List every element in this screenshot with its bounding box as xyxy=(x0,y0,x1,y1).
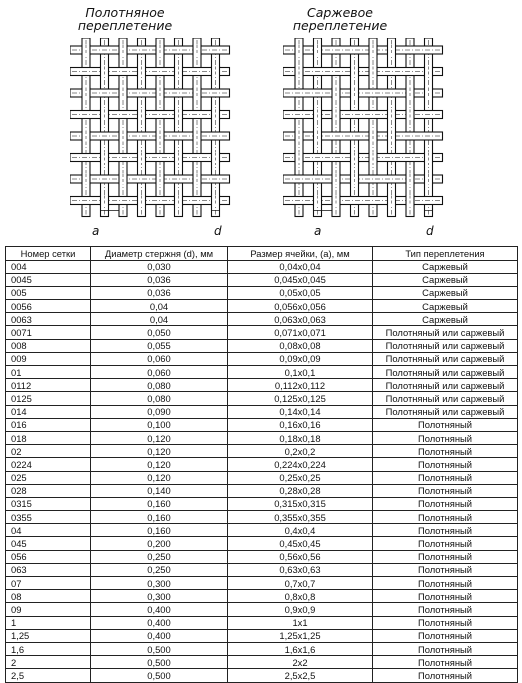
cell-weave-type: Саржевый xyxy=(373,300,518,313)
table-row xyxy=(6,431,518,444)
table-row xyxy=(6,550,518,563)
cell-wire-diameter: 0,400 xyxy=(91,629,228,642)
cell-weave-type: Полотняный xyxy=(373,431,518,444)
cell-mesh-number: 0112 xyxy=(6,379,91,392)
cell-weave-type: Полотняный xyxy=(373,642,518,655)
table-body xyxy=(6,260,518,682)
header-wire-diameter: Диаметр стержня (d), мм xyxy=(91,247,228,261)
cell-wire-diameter: 0,120 xyxy=(91,431,228,444)
table-row xyxy=(6,352,518,365)
cell-wire-diameter: 0,060 xyxy=(91,352,228,365)
twill-dim-d-label: d xyxy=(426,224,434,238)
cell-cell-size: 2,5x2,5 xyxy=(228,669,373,682)
cell-cell-size: 0,9x0,9 xyxy=(228,603,373,616)
cell-wire-diameter: 0,250 xyxy=(91,563,228,576)
cell-cell-size: 0,14x0,14 xyxy=(228,405,373,418)
cell-wire-diameter: 0,120 xyxy=(91,445,228,458)
cell-wire-diameter: 0,500 xyxy=(91,656,228,669)
cell-wire-diameter: 0,036 xyxy=(91,273,228,286)
table-row xyxy=(6,445,518,458)
cell-wire-diameter: 0,160 xyxy=(91,524,228,537)
cell-wire-diameter: 0,090 xyxy=(91,405,228,418)
twill-weave-title-line1: Саржевое xyxy=(307,5,373,20)
table-row xyxy=(6,590,518,603)
plain-weave-title xyxy=(70,6,180,32)
table-row xyxy=(6,339,518,352)
cell-mesh-number: 01 xyxy=(6,366,91,379)
cell-weave-type: Полотняный xyxy=(373,524,518,537)
cell-mesh-number: 014 xyxy=(6,405,91,418)
cell-wire-diameter: 0,400 xyxy=(91,603,228,616)
cell-cell-size: 0,8x0,8 xyxy=(228,590,373,603)
table-row xyxy=(6,471,518,484)
cell-weave-type: Полотняный xyxy=(373,629,518,642)
cell-weave-type: Полотняный xyxy=(373,656,518,669)
cell-weave-type: Полотняный xyxy=(373,616,518,629)
cell-cell-size: 0,1x0,1 xyxy=(228,366,373,379)
cell-weave-type: Полотняный xyxy=(373,458,518,471)
cell-weave-type: Саржевый xyxy=(373,260,518,273)
weave-figures xyxy=(0,0,522,246)
cell-mesh-number: 1,25 xyxy=(6,629,91,642)
cell-weave-type: Полотняный xyxy=(373,471,518,484)
table-row xyxy=(6,405,518,418)
cell-wire-diameter: 0,140 xyxy=(91,484,228,497)
cell-wire-diameter: 0,050 xyxy=(91,326,228,339)
table-row xyxy=(6,577,518,590)
cell-wire-diameter: 0,120 xyxy=(91,471,228,484)
cell-weave-type: Полотняный или саржевый xyxy=(373,366,518,379)
cell-cell-size: 0,16x0,16 xyxy=(228,418,373,431)
cell-mesh-number: 08 xyxy=(6,590,91,603)
cell-weave-type: Полотняный или саржевый xyxy=(373,352,518,365)
cell-wire-diameter: 0,030 xyxy=(91,260,228,273)
cell-weave-type: Полотняный или саржевый xyxy=(373,405,518,418)
cell-mesh-number: 0125 xyxy=(6,392,91,405)
table-row xyxy=(6,642,518,655)
cell-cell-size: 0,224x0,224 xyxy=(228,458,373,471)
cell-wire-diameter: 0,200 xyxy=(91,537,228,550)
cell-weave-type: Полотняный xyxy=(373,497,518,510)
cell-cell-size: 1x1 xyxy=(228,616,373,629)
cell-cell-size: 0,056x0,056 xyxy=(228,300,373,313)
plain-weave-title-line2: переплетение xyxy=(77,18,173,33)
cell-weave-type: Полотняный или саржевый xyxy=(373,326,518,339)
table-row xyxy=(6,458,518,471)
table-row xyxy=(6,418,518,431)
cell-weave-type: Полотняный xyxy=(373,550,518,563)
table-row xyxy=(6,273,518,286)
cell-weave-type: Саржевый xyxy=(373,286,518,299)
plain-weave-title-line1: Полотняное xyxy=(85,5,165,20)
cell-cell-size: 0,05x0,05 xyxy=(228,286,373,299)
table-row xyxy=(6,392,518,405)
cell-wire-diameter: 0,04 xyxy=(91,313,228,326)
cell-weave-type: Полотняный или саржевый xyxy=(373,339,518,352)
cell-cell-size: 0,08x0,08 xyxy=(228,339,373,352)
twill-weave-title xyxy=(285,6,395,32)
cell-weave-type: Полотняный xyxy=(373,445,518,458)
cell-mesh-number: 0063 xyxy=(6,313,91,326)
cell-cell-size: 0,04x0,04 xyxy=(228,260,373,273)
cell-mesh-number: 0355 xyxy=(6,511,91,524)
twill-weave-title-line2: переплетение xyxy=(292,18,388,33)
cell-mesh-number: 02 xyxy=(6,445,91,458)
cell-mesh-number: 056 xyxy=(6,550,91,563)
table-row xyxy=(6,379,518,392)
cell-cell-size: 0,4x0,4 xyxy=(228,524,373,537)
cell-mesh-number: 1 xyxy=(6,616,91,629)
cell-wire-diameter: 0,160 xyxy=(91,497,228,510)
header-cell-size: Размер ячейки, (a), мм xyxy=(228,247,373,261)
cell-cell-size: 0,315x0,315 xyxy=(228,497,373,510)
cell-cell-size: 1,25x1,25 xyxy=(228,629,373,642)
cell-cell-size: 0,125x0,125 xyxy=(228,392,373,405)
header-mesh-number: Номер сетки xyxy=(6,247,91,261)
cell-mesh-number: 009 xyxy=(6,352,91,365)
table-row xyxy=(6,669,518,682)
cell-weave-type: Полотняный xyxy=(373,484,518,497)
cell-wire-diameter: 0,250 xyxy=(91,550,228,563)
cell-cell-size: 0,045x0,045 xyxy=(228,273,373,286)
cell-wire-diameter: 0,055 xyxy=(91,339,228,352)
header-weave-type: Тип переплетения xyxy=(373,247,518,261)
table-row xyxy=(6,603,518,616)
table-row xyxy=(6,629,518,642)
cell-mesh-number: 0315 xyxy=(6,497,91,510)
plain-dim-d-label: d xyxy=(214,224,222,238)
cell-weave-type: Полотняный или саржевый xyxy=(373,392,518,405)
cell-weave-type: Полотняный xyxy=(373,563,518,576)
cell-cell-size: 0,355x0,355 xyxy=(228,511,373,524)
twill-weave-diagram xyxy=(283,38,453,243)
cell-wire-diameter: 0,300 xyxy=(91,577,228,590)
cell-mesh-number: 063 xyxy=(6,563,91,576)
table-row xyxy=(6,537,518,550)
cell-mesh-number: 2 xyxy=(6,656,91,669)
cell-weave-type: Полотняный xyxy=(373,577,518,590)
cell-mesh-number: 016 xyxy=(6,418,91,431)
cell-mesh-number: 008 xyxy=(6,339,91,352)
cell-weave-type: Полотняный xyxy=(373,511,518,524)
cell-wire-diameter: 0,500 xyxy=(91,642,228,655)
cell-mesh-number: 025 xyxy=(6,471,91,484)
table-row xyxy=(6,300,518,313)
cell-cell-size: 0,7x0,7 xyxy=(228,577,373,590)
cell-wire-diameter: 0,400 xyxy=(91,616,228,629)
cell-weave-type: Полотняный xyxy=(373,603,518,616)
table-row xyxy=(6,260,518,273)
cell-mesh-number: 07 xyxy=(6,577,91,590)
table-row xyxy=(6,497,518,510)
cell-wire-diameter: 0,160 xyxy=(91,511,228,524)
cell-mesh-number: 018 xyxy=(6,431,91,444)
cell-mesh-number: 0224 xyxy=(6,458,91,471)
cell-wire-diameter: 0,100 xyxy=(91,418,228,431)
cell-cell-size: 0,63x0,63 xyxy=(228,563,373,576)
cell-mesh-number: 2,5 xyxy=(6,669,91,682)
cell-weave-type: Полотняный xyxy=(373,418,518,431)
table-row xyxy=(6,616,518,629)
table-row xyxy=(6,511,518,524)
cell-wire-diameter: 0,04 xyxy=(91,300,228,313)
cell-cell-size: 0,25x0,25 xyxy=(228,471,373,484)
cell-cell-size: 0,112x0,112 xyxy=(228,379,373,392)
table-row xyxy=(6,366,518,379)
cell-mesh-number: 0071 xyxy=(6,326,91,339)
plain-weave-diagram xyxy=(70,38,240,243)
cell-mesh-number: 09 xyxy=(6,603,91,616)
cell-wire-diameter: 0,080 xyxy=(91,392,228,405)
cell-weave-type: Саржевый xyxy=(373,313,518,326)
table-row xyxy=(6,484,518,497)
table-row xyxy=(6,326,518,339)
cell-cell-size: 0,56x0,56 xyxy=(228,550,373,563)
table-row xyxy=(6,313,518,326)
cell-mesh-number: 004 xyxy=(6,260,91,273)
cell-weave-type: Полотняный xyxy=(373,537,518,550)
cell-cell-size: 1,6x1,6 xyxy=(228,642,373,655)
cell-weave-type: Полотняный или саржевый xyxy=(373,379,518,392)
cell-cell-size: 0,063x0,063 xyxy=(228,313,373,326)
cell-mesh-number: 04 xyxy=(6,524,91,537)
cell-cell-size: 0,09x0,09 xyxy=(228,352,373,365)
cell-wire-diameter: 0,060 xyxy=(91,366,228,379)
cell-weave-type: Полотняный xyxy=(373,590,518,603)
mesh-spec-table xyxy=(5,246,518,683)
cell-wire-diameter: 0,500 xyxy=(91,669,228,682)
cell-mesh-number: 028 xyxy=(6,484,91,497)
cell-mesh-number: 1,6 xyxy=(6,642,91,655)
cell-cell-size: 0,2x0,2 xyxy=(228,445,373,458)
cell-cell-size: 0,18x0,18 xyxy=(228,431,373,444)
cell-wire-diameter: 0,120 xyxy=(91,458,228,471)
cell-weave-type: Полотняный xyxy=(373,669,518,682)
table-header-row xyxy=(6,247,518,261)
cell-wire-diameter: 0,300 xyxy=(91,590,228,603)
cell-cell-size: 0,071x0,071 xyxy=(228,326,373,339)
table-row xyxy=(6,563,518,576)
cell-wire-diameter: 0,036 xyxy=(91,286,228,299)
plain-dim-a-label: a xyxy=(92,224,100,238)
cell-cell-size: 0,28x0,28 xyxy=(228,484,373,497)
twill-dim-a-label: a xyxy=(314,224,322,238)
cell-weave-type: Саржевый xyxy=(373,273,518,286)
table-row xyxy=(6,524,518,537)
table-row xyxy=(6,286,518,299)
cell-cell-size: 0,45x0,45 xyxy=(228,537,373,550)
cell-wire-diameter: 0,080 xyxy=(91,379,228,392)
cell-mesh-number: 045 xyxy=(6,537,91,550)
cell-mesh-number: 0056 xyxy=(6,300,91,313)
cell-cell-size: 2x2 xyxy=(228,656,373,669)
cell-mesh-number: 0045 xyxy=(6,273,91,286)
cell-mesh-number: 005 xyxy=(6,286,91,299)
